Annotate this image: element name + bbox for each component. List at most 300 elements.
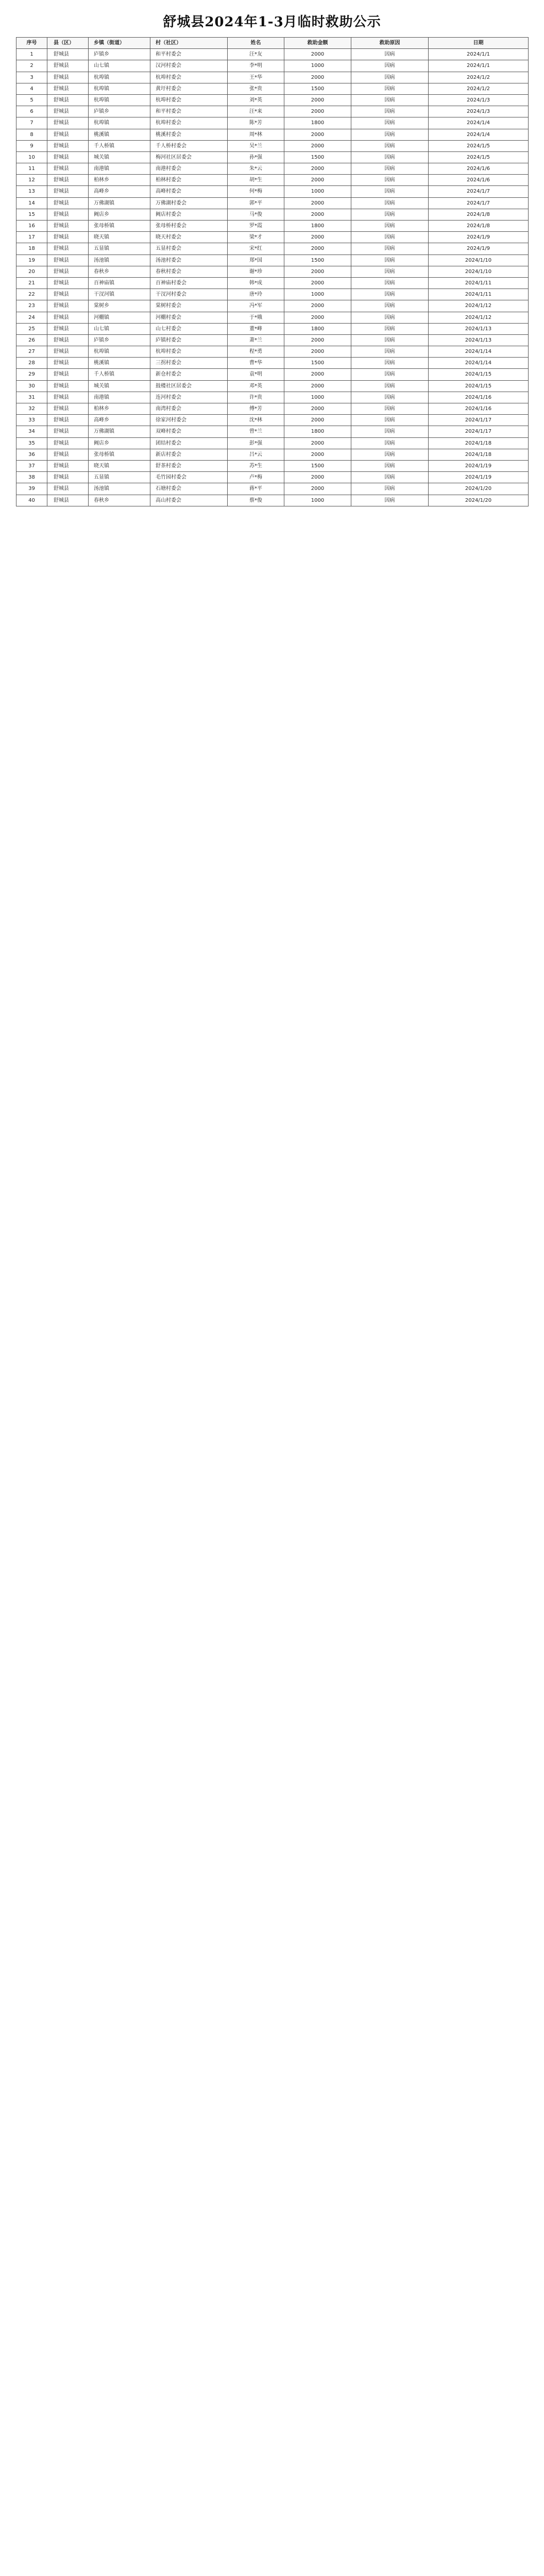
table-cell-col-date: 2024/1/19 — [429, 461, 529, 471]
table-cell-col-no: 2 — [16, 60, 47, 71]
table-body — [16, 49, 529, 506]
table-cell-col-date: 2024/1/10 — [429, 266, 529, 277]
table-cell-col-town: 张母桥镇 — [89, 449, 150, 460]
table-cell-col-date: 2024/1/14 — [429, 346, 529, 357]
table-cell-col-town: 春秋乡 — [89, 495, 150, 506]
table-cell-col-reason: 因病 — [351, 129, 429, 140]
table-cell-col-town: 柏林乡 — [89, 175, 150, 185]
table-cell-col-reason: 因病 — [351, 232, 429, 243]
table-cell-col-name: 韩*成 — [228, 278, 284, 289]
table-cell-col-county: 舒城县 — [47, 243, 89, 254]
table-cell-col-village: 晓天村委会 — [150, 232, 228, 243]
table-cell-col-county: 舒城县 — [47, 175, 89, 185]
table-header-col-date: 日期 — [429, 38, 529, 48]
table-cell-col-date: 2024/1/17 — [429, 415, 529, 426]
table-cell-col-name: 曾*兰 — [228, 426, 284, 437]
table-row — [16, 335, 529, 346]
table-cell-col-name: 程*勇 — [228, 346, 284, 357]
table-cell-col-name: 傅*芳 — [228, 403, 284, 414]
table-cell-col-county: 舒城县 — [47, 358, 89, 368]
table-cell-col-date: 2024/1/7 — [429, 186, 529, 197]
table-cell-col-town: 晓天镇 — [89, 232, 150, 243]
table-cell-col-date: 2024/1/2 — [429, 72, 529, 83]
table-cell-col-amount: 1000 — [284, 186, 351, 197]
table-cell-col-county: 舒城县 — [47, 483, 89, 494]
table-cell-col-date: 2024/1/20 — [429, 495, 529, 506]
table-cell-col-village: 三拐村委会 — [150, 358, 228, 368]
table-cell-col-name: 袁*明 — [228, 369, 284, 380]
table-cell-col-amount: 1800 — [284, 426, 351, 437]
table-cell-col-amount: 1800 — [284, 117, 351, 128]
table-cell-col-town: 杭埠镇 — [89, 83, 150, 94]
table-cell-col-reason: 因病 — [351, 72, 429, 83]
table-row — [16, 472, 529, 483]
table-cell-col-date: 2024/1/9 — [429, 232, 529, 243]
table-cell-col-reason: 因病 — [351, 117, 429, 128]
table-cell-col-no: 26 — [16, 335, 47, 346]
table-cell-col-village: 庐镇村委会 — [150, 335, 228, 346]
table-row — [16, 129, 529, 141]
table-cell-col-county: 舒城县 — [47, 472, 89, 483]
table-cell-col-no: 16 — [16, 221, 47, 231]
table-row — [16, 255, 529, 266]
table-cell-col-reason: 因病 — [351, 358, 429, 368]
table-row — [16, 186, 529, 197]
table-cell-col-town: 庐镇乡 — [89, 49, 150, 60]
table-cell-col-no: 40 — [16, 495, 47, 506]
table-cell-col-amount: 2000 — [284, 141, 351, 151]
table-cell-col-county: 舒城县 — [47, 117, 89, 128]
table-cell-col-reason: 因病 — [351, 141, 429, 151]
table-cell-col-village: 棠树村委会 — [150, 300, 228, 311]
table-row — [16, 289, 529, 300]
table-cell-col-village: 杭埠村委会 — [150, 95, 228, 106]
table-cell-col-county: 舒城县 — [47, 49, 89, 60]
table-cell-col-reason: 因病 — [351, 83, 429, 94]
table-cell-col-date: 2024/1/4 — [429, 129, 529, 140]
table-cell-col-name: 曹*华 — [228, 358, 284, 368]
table-cell-col-amount: 1500 — [284, 461, 351, 471]
table-cell-col-name: 卢*梅 — [228, 472, 284, 483]
table-cell-col-county: 舒城县 — [47, 266, 89, 277]
table-cell-col-village: 百神庙村委会 — [150, 278, 228, 289]
table-cell-col-village: 山七村委会 — [150, 324, 228, 334]
table-cell-col-reason: 因病 — [351, 335, 429, 346]
table-cell-col-village: 舒茶村委会 — [150, 461, 228, 471]
table-cell-col-name: 汪*来 — [228, 106, 284, 117]
table-cell-col-village: 干汊河村委会 — [150, 289, 228, 300]
table-cell-col-amount: 2000 — [284, 129, 351, 140]
table-cell-col-county: 舒城县 — [47, 95, 89, 106]
table-cell-col-reason: 因病 — [351, 461, 429, 471]
table-cell-col-town: 杭埠镇 — [89, 346, 150, 357]
table-cell-col-amount: 2000 — [284, 243, 351, 254]
table-cell-col-town: 桃溪镇 — [89, 358, 150, 368]
table-cell-col-town: 杭埠镇 — [89, 72, 150, 83]
table-cell-col-reason: 因病 — [351, 289, 429, 300]
table-cell-col-reason: 因病 — [351, 266, 429, 277]
table-cell-col-no: 36 — [16, 449, 47, 460]
table-cell-col-name: 胡*生 — [228, 175, 284, 185]
table-cell-col-reason: 因病 — [351, 324, 429, 334]
table-cell-col-date: 2024/1/15 — [429, 381, 529, 392]
table-cell-col-village: 千人桥村委会 — [150, 141, 228, 151]
table-row — [16, 381, 529, 392]
table-cell-col-date: 2024/1/8 — [429, 221, 529, 231]
table-cell-col-reason: 因病 — [351, 95, 429, 106]
table-cell-col-town: 汤池镇 — [89, 483, 150, 494]
table-cell-col-town: 山七镇 — [89, 324, 150, 334]
table-cell-col-amount: 1000 — [284, 495, 351, 506]
table-cell-col-reason: 因病 — [351, 346, 429, 357]
table-cell-col-no: 37 — [16, 461, 47, 471]
table-cell-col-name: 周*林 — [228, 129, 284, 140]
table-cell-col-no: 8 — [16, 129, 47, 140]
table-cell-col-no: 15 — [16, 209, 47, 220]
table-cell-col-town: 千人桥镇 — [89, 369, 150, 380]
table-cell-col-village: 杭埠村委会 — [150, 117, 228, 128]
table-cell-col-reason: 因病 — [351, 415, 429, 426]
table-cell-col-no: 32 — [16, 403, 47, 414]
table-cell-col-town: 万佛湖镇 — [89, 198, 150, 209]
table-cell-col-town: 高峰乡 — [89, 186, 150, 197]
table-cell-col-no: 10 — [16, 152, 47, 163]
table-row — [16, 198, 529, 209]
table-cell-col-date: 2024/1/16 — [429, 392, 529, 403]
table-cell-col-village: 桃溪村委会 — [150, 129, 228, 140]
table-cell-col-amount: 2000 — [284, 95, 351, 106]
table-cell-col-town: 五显镇 — [89, 472, 150, 483]
table-cell-col-no: 30 — [16, 381, 47, 392]
table-cell-col-amount: 2000 — [284, 266, 351, 277]
table-cell-col-date: 2024/1/9 — [429, 243, 529, 254]
table-cell-col-no: 25 — [16, 324, 47, 334]
table-header-col-name: 姓名 — [228, 38, 284, 48]
table-cell-col-village: 杭埠村委会 — [150, 346, 228, 357]
table-cell-col-date: 2024/1/6 — [429, 175, 529, 185]
table-cell-col-no: 12 — [16, 175, 47, 185]
table-cell-col-town: 汤池镇 — [89, 255, 150, 266]
table-cell-col-town: 张母桥镇 — [89, 221, 150, 231]
table-cell-col-county: 舒城县 — [47, 278, 89, 289]
table-cell-col-date: 2024/1/17 — [429, 426, 529, 437]
table-cell-col-name: 于*娥 — [228, 312, 284, 323]
table-cell-col-name: 沈*林 — [228, 415, 284, 426]
table-cell-col-town: 阙店乡 — [89, 438, 150, 449]
table-cell-col-town: 杭埠镇 — [89, 117, 150, 128]
table-cell-col-name: 许*贵 — [228, 392, 284, 403]
table-cell-col-town: 南港镇 — [89, 392, 150, 403]
table-cell-col-county: 舒城县 — [47, 152, 89, 163]
table-cell-col-village: 新店村委会 — [150, 449, 228, 460]
table-cell-col-name: 汪*友 — [228, 49, 284, 60]
table-cell-col-county: 舒城县 — [47, 255, 89, 266]
table-row — [16, 266, 529, 278]
table-cell-col-amount: 2000 — [284, 175, 351, 185]
table-header-col-no: 序号 — [16, 38, 47, 48]
table-row — [16, 461, 529, 472]
table-cell-col-no: 34 — [16, 426, 47, 437]
table-cell-col-county: 舒城县 — [47, 221, 89, 231]
table-cell-col-amount: 2000 — [284, 403, 351, 414]
table-row — [16, 346, 529, 358]
table-cell-col-name: 唐*玲 — [228, 289, 284, 300]
table-row — [16, 152, 529, 163]
table-cell-col-county: 舒城县 — [47, 403, 89, 414]
table-cell-col-town: 南港镇 — [89, 163, 150, 174]
table-cell-col-amount: 1000 — [284, 289, 351, 300]
table-cell-col-town: 杭埠镇 — [89, 95, 150, 106]
table-cell-col-reason: 因病 — [351, 483, 429, 494]
table-cell-col-village: 阙店村委会 — [150, 209, 228, 220]
table-row — [16, 438, 529, 449]
table-cell-col-county: 舒城县 — [47, 60, 89, 71]
table-cell-col-village: 南港村委会 — [150, 163, 228, 174]
table-cell-col-village: 柏林村委会 — [150, 175, 228, 185]
table-cell-col-name: 邓*英 — [228, 381, 284, 392]
table-cell-col-name: 王*华 — [228, 72, 284, 83]
table-cell-col-county: 舒城县 — [47, 438, 89, 449]
table-row — [16, 83, 529, 95]
table-cell-col-reason: 因病 — [351, 49, 429, 60]
table-row — [16, 300, 529, 312]
table-cell-col-name: 郑*国 — [228, 255, 284, 266]
table-cell-col-village: 新仓村委会 — [150, 369, 228, 380]
table-cell-col-county: 舒城县 — [47, 129, 89, 140]
table-cell-col-date: 2024/1/11 — [429, 289, 529, 300]
table-cell-col-village: 河棚村委会 — [150, 312, 228, 323]
table-cell-col-village: 高山村委会 — [150, 495, 228, 506]
table-cell-col-town: 城关镇 — [89, 152, 150, 163]
table-row — [16, 403, 529, 415]
table-cell-col-reason: 因病 — [351, 152, 429, 163]
table-cell-col-no: 11 — [16, 163, 47, 174]
table-row — [16, 209, 529, 221]
table-row — [16, 175, 529, 186]
table-cell-col-reason: 因病 — [351, 175, 429, 185]
table-cell-col-no: 22 — [16, 289, 47, 300]
table-cell-col-county: 舒城县 — [47, 209, 89, 220]
table-cell-col-village: 万佛湖村委会 — [150, 198, 228, 209]
table-cell-col-no: 1 — [16, 49, 47, 60]
table-cell-col-date: 2024/1/18 — [429, 449, 529, 460]
table-cell-col-town: 柏林乡 — [89, 403, 150, 414]
table-cell-col-county: 舒城县 — [47, 495, 89, 506]
table-cell-col-town: 高峰乡 — [89, 415, 150, 426]
table-cell-col-amount: 2000 — [284, 49, 351, 60]
table-row — [16, 49, 529, 60]
table-cell-col-town: 桃溪镇 — [89, 129, 150, 140]
table-row — [16, 483, 529, 495]
table-cell-col-name: 孙*强 — [228, 152, 284, 163]
table-cell-col-no: 6 — [16, 106, 47, 117]
table-cell-col-county: 舒城县 — [47, 289, 89, 300]
table-cell-col-town: 晓天镇 — [89, 461, 150, 471]
table-cell-col-reason: 因病 — [351, 381, 429, 392]
table-cell-col-no: 33 — [16, 415, 47, 426]
table-cell-col-village: 鼓楼社区居委会 — [150, 381, 228, 392]
table-row — [16, 141, 529, 152]
table-cell-col-reason: 因病 — [351, 449, 429, 460]
table-row — [16, 449, 529, 461]
table-cell-col-no: 28 — [16, 358, 47, 368]
table-row — [16, 163, 529, 175]
table-cell-col-amount: 1800 — [284, 324, 351, 334]
table-row — [16, 392, 529, 403]
table-cell-col-date: 2024/1/15 — [429, 369, 529, 380]
table-cell-col-date: 2024/1/3 — [429, 106, 529, 117]
table-row — [16, 415, 529, 426]
table-cell-col-amount: 2000 — [284, 483, 351, 494]
table-cell-col-village: 团结村委会 — [150, 438, 228, 449]
table-cell-col-village: 张母桥村委会 — [150, 221, 228, 231]
table-cell-col-county: 舒城县 — [47, 300, 89, 311]
table-cell-col-county: 舒城县 — [47, 461, 89, 471]
table-cell-col-amount: 2000 — [284, 335, 351, 346]
table-cell-col-town: 庐镇乡 — [89, 335, 150, 346]
table-cell-col-no: 9 — [16, 141, 47, 151]
table-cell-col-date: 2024/1/18 — [429, 438, 529, 449]
table-cell-col-county: 舒城县 — [47, 186, 89, 197]
table-cell-col-amount: 2000 — [284, 472, 351, 483]
table-cell-col-village: 五显村委会 — [150, 243, 228, 254]
table-cell-col-date: 2024/1/2 — [429, 83, 529, 94]
table-cell-col-town: 庐镇乡 — [89, 106, 150, 117]
table-cell-col-village: 和平村委会 — [150, 106, 228, 117]
table-cell-col-name: 吕*云 — [228, 449, 284, 460]
table-cell-col-amount: 2000 — [284, 163, 351, 174]
table-row — [16, 358, 529, 369]
table-cell-col-no: 39 — [16, 483, 47, 494]
table-cell-col-reason: 因病 — [351, 369, 429, 380]
table-cell-col-name: 梁*才 — [228, 232, 284, 243]
table-cell-col-date: 2024/1/1 — [429, 49, 529, 60]
table-cell-col-reason: 因病 — [351, 60, 429, 71]
table-row — [16, 232, 529, 243]
table-cell-col-name: 苏*生 — [228, 461, 284, 471]
table-cell-col-name: 董*峰 — [228, 324, 284, 334]
page-title: 舒城县2024年1-3月临时救助公示 — [163, 14, 381, 30]
table-cell-col-date: 2024/1/13 — [429, 335, 529, 346]
table-cell-col-name: 朱*云 — [228, 163, 284, 174]
table-cell-col-date: 2024/1/1 — [429, 60, 529, 71]
table-cell-col-no: 23 — [16, 300, 47, 311]
table-cell-col-reason: 因病 — [351, 255, 429, 266]
table-cell-col-village: 双峰村委会 — [150, 426, 228, 437]
table-cell-col-amount: 2000 — [284, 278, 351, 289]
table-row — [16, 60, 529, 72]
table-cell-col-reason: 因病 — [351, 209, 429, 220]
table-cell-col-amount: 2000 — [284, 369, 351, 380]
table-cell-col-reason: 因病 — [351, 495, 429, 506]
table-cell-col-village: 连河村委会 — [150, 392, 228, 403]
table-cell-col-village: 汉河村委会 — [150, 60, 228, 71]
table-cell-col-date: 2024/1/6 — [429, 163, 529, 174]
table-row — [16, 243, 529, 255]
table-cell-col-reason: 因病 — [351, 426, 429, 437]
relief-table — [16, 37, 529, 506]
table-cell-col-no: 27 — [16, 346, 47, 357]
table-cell-col-name: 李*明 — [228, 60, 284, 71]
table-cell-col-no: 4 — [16, 83, 47, 94]
table-cell-col-date: 2024/1/5 — [429, 141, 529, 151]
table-header-row — [16, 38, 529, 49]
table-header-col-village: 村（社区） — [150, 38, 228, 48]
table-cell-col-no: 17 — [16, 232, 47, 243]
table-cell-col-name: 郭*平 — [228, 198, 284, 209]
table-cell-col-county: 舒城县 — [47, 449, 89, 460]
table-cell-col-reason: 因病 — [351, 163, 429, 174]
table-cell-col-date: 2024/1/3 — [429, 95, 529, 106]
table-cell-col-village: 汤池村委会 — [150, 255, 228, 266]
table-cell-col-date: 2024/1/12 — [429, 312, 529, 323]
table-cell-col-amount: 1000 — [284, 392, 351, 403]
table-cell-col-no: 19 — [16, 255, 47, 266]
table-row — [16, 426, 529, 437]
table-cell-col-village: 和平村委会 — [150, 49, 228, 60]
table-cell-col-amount: 2000 — [284, 72, 351, 83]
table-cell-col-village: 高峰村委会 — [150, 186, 228, 197]
table-cell-col-amount: 2000 — [284, 312, 351, 323]
table-cell-col-date: 2024/1/16 — [429, 403, 529, 414]
table-cell-col-village: 春秋村委会 — [150, 266, 228, 277]
table-cell-col-village: 毛竹园村委会 — [150, 472, 228, 483]
table-cell-col-no: 31 — [16, 392, 47, 403]
table-header-col-town: 乡镇（街道） — [89, 38, 150, 48]
table-cell-col-county: 舒城县 — [47, 198, 89, 209]
table-cell-col-no: 24 — [16, 312, 47, 323]
table-cell-col-county: 舒城县 — [47, 381, 89, 392]
table-row — [16, 369, 529, 380]
table-cell-col-county: 舒城县 — [47, 335, 89, 346]
table-cell-col-no: 29 — [16, 369, 47, 380]
table-cell-col-date: 2024/1/4 — [429, 117, 529, 128]
table-cell-col-name: 陈*芳 — [228, 117, 284, 128]
table-cell-col-amount: 1000 — [284, 60, 351, 71]
table-cell-col-name: 蔡*俊 — [228, 495, 284, 506]
table-cell-col-village: 杭埠村委会 — [150, 72, 228, 83]
table-cell-col-amount: 2000 — [284, 300, 351, 311]
table-cell-col-no: 13 — [16, 186, 47, 197]
table-cell-col-amount: 1500 — [284, 152, 351, 163]
table-row — [16, 72, 529, 83]
table-cell-col-reason: 因病 — [351, 106, 429, 117]
table-cell-col-amount: 2000 — [284, 232, 351, 243]
table-cell-col-village: 徐家河村委会 — [150, 415, 228, 426]
table-cell-col-town: 千人桥镇 — [89, 141, 150, 151]
table-row — [16, 221, 529, 232]
table-cell-col-name: 罗*霞 — [228, 221, 284, 231]
table-cell-col-name: 谢*珍 — [228, 266, 284, 277]
table-cell-col-date: 2024/1/5 — [429, 152, 529, 163]
table-cell-col-town: 干汊河镇 — [89, 289, 150, 300]
table-cell-col-no: 18 — [16, 243, 47, 254]
table-cell-col-amount: 2000 — [284, 415, 351, 426]
table-cell-col-no: 14 — [16, 198, 47, 209]
table-cell-col-village: 石塘村委会 — [150, 483, 228, 494]
table-cell-col-amount: 2000 — [284, 381, 351, 392]
table-cell-col-reason: 因病 — [351, 403, 429, 414]
table-cell-col-reason: 因病 — [351, 438, 429, 449]
table-cell-col-no: 20 — [16, 266, 47, 277]
table-cell-col-date: 2024/1/13 — [429, 324, 529, 334]
table-cell-col-amount: 1500 — [284, 83, 351, 94]
table-cell-col-amount: 2000 — [284, 106, 351, 117]
table-row — [16, 312, 529, 324]
table-cell-col-no: 21 — [16, 278, 47, 289]
table-cell-col-reason: 因病 — [351, 392, 429, 403]
table-cell-col-name: 冯*军 — [228, 300, 284, 311]
